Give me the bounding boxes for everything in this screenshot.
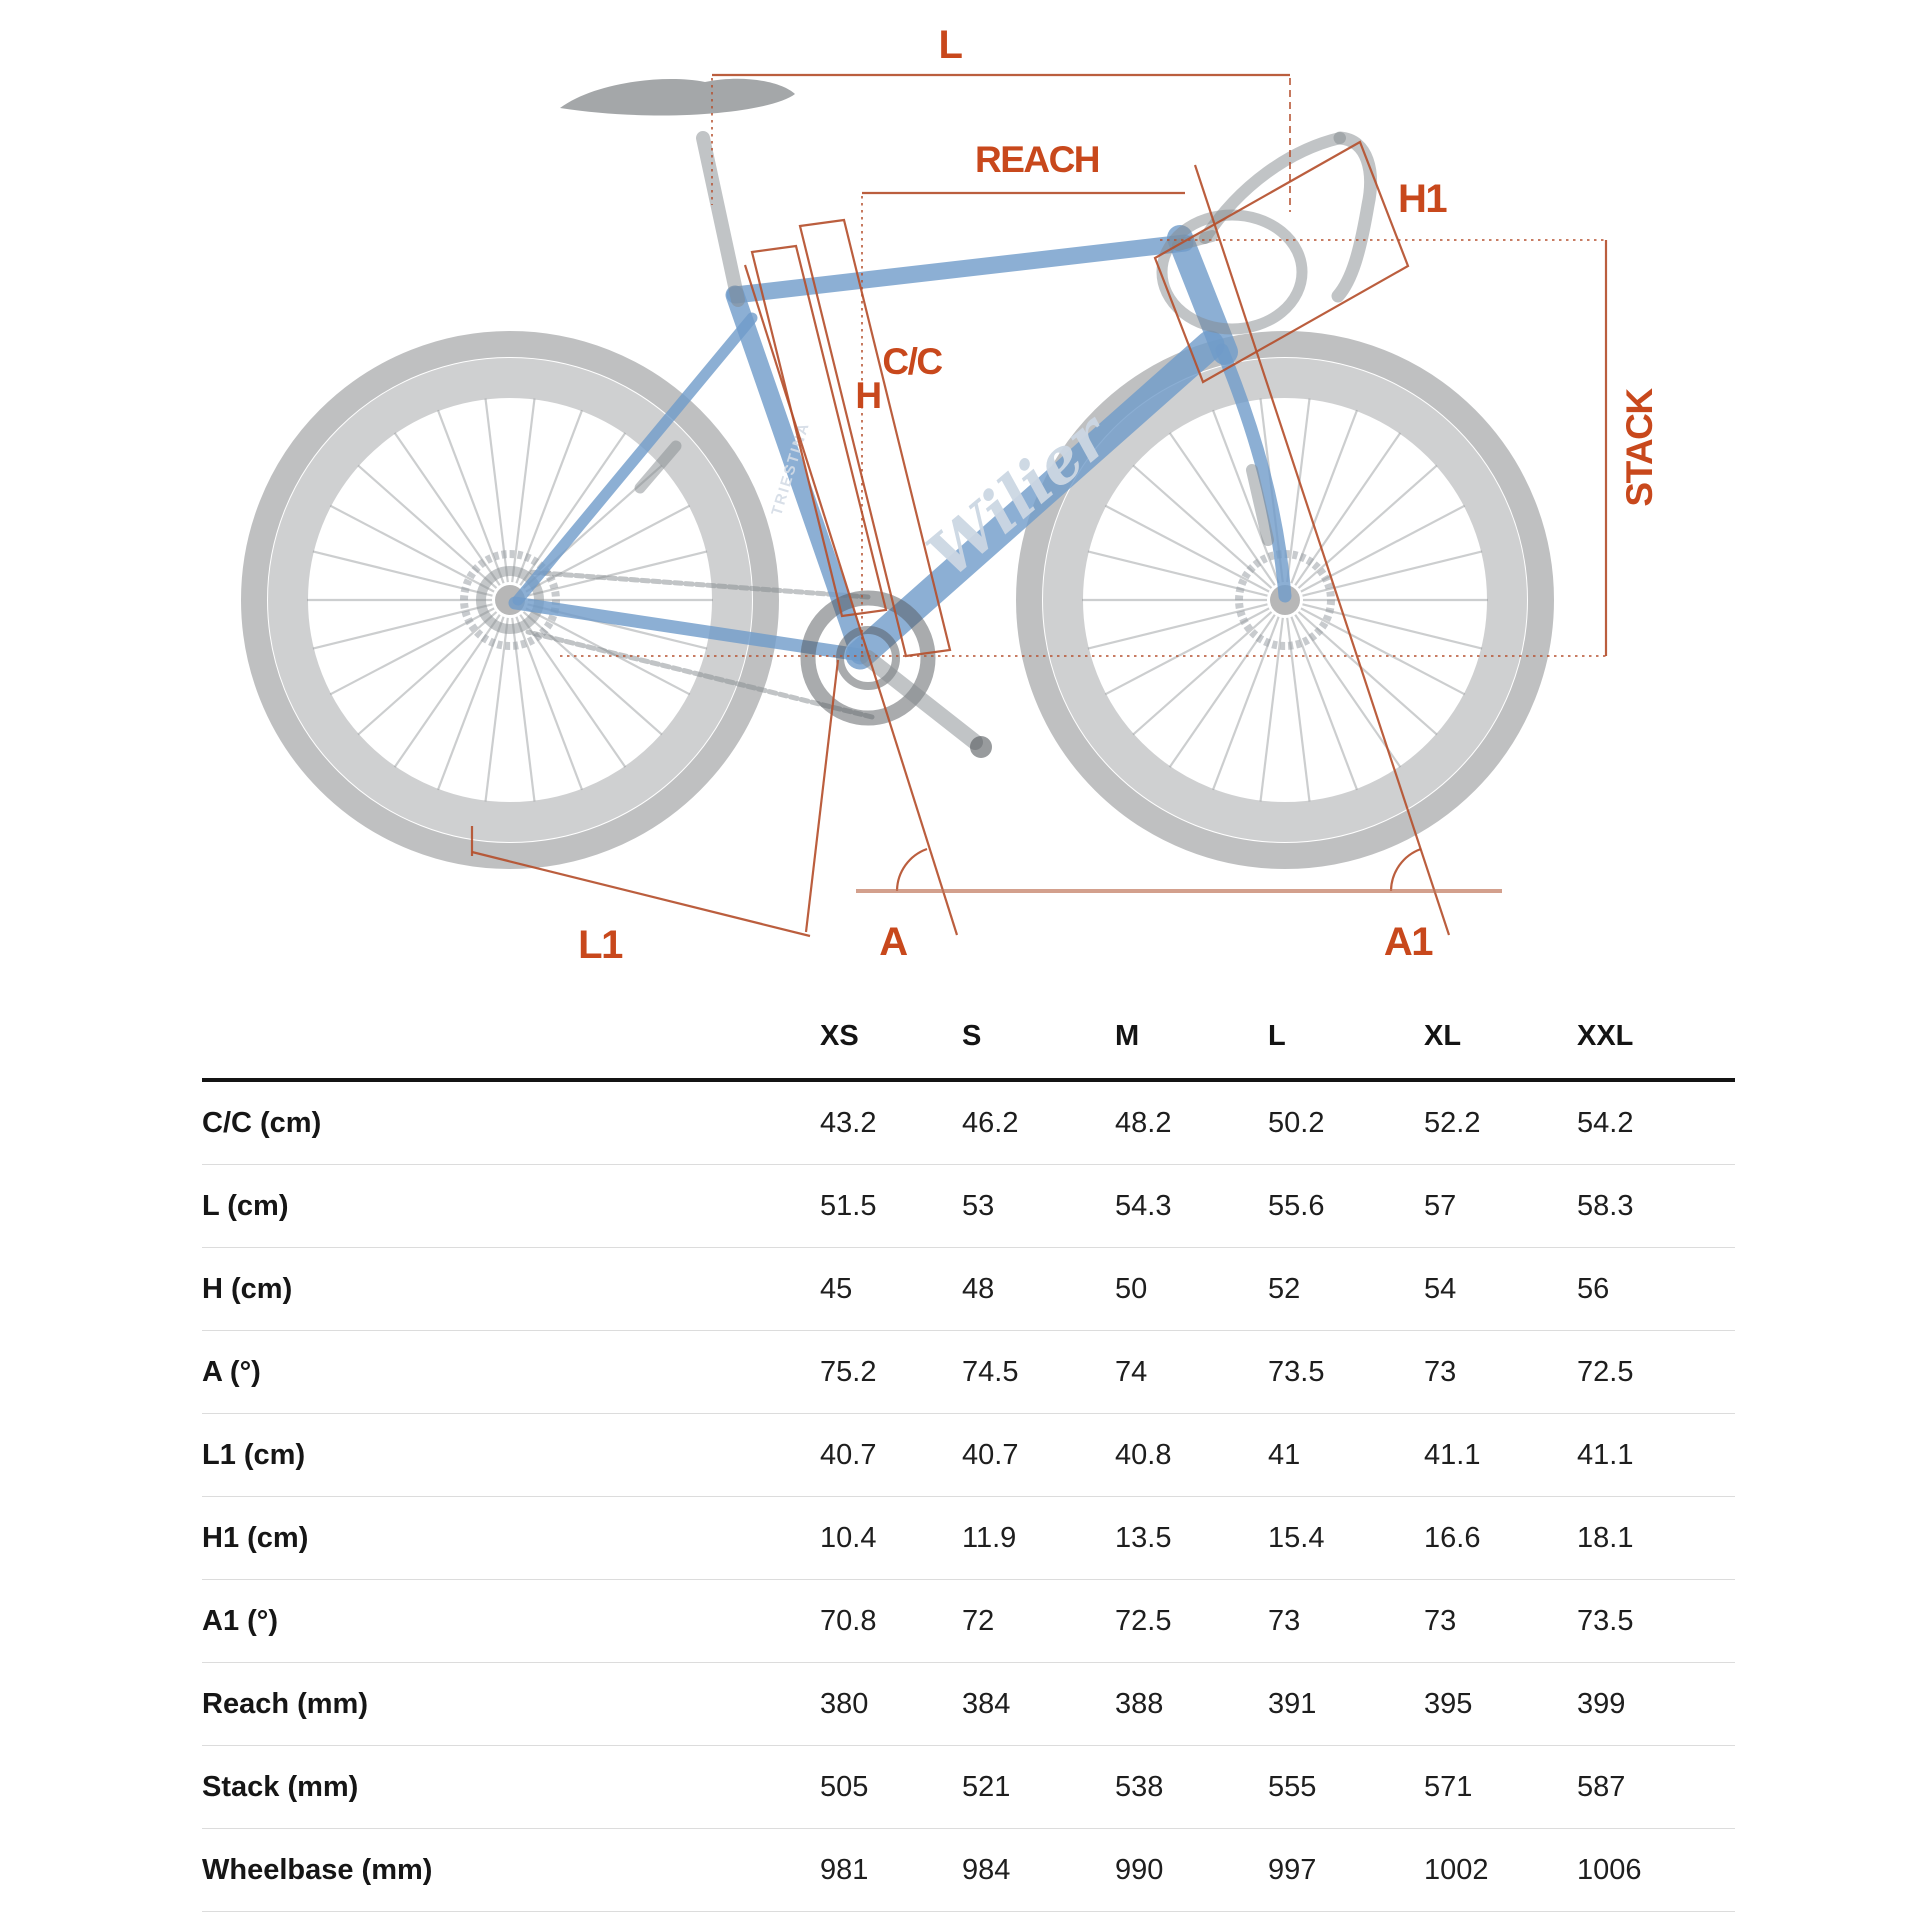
reach-label: REACH — [974, 139, 1100, 180]
value-cell: 1002 — [1424, 1853, 1489, 1886]
row-label: H (cm) — [202, 1272, 293, 1305]
value-cell: 380 — [820, 1687, 869, 1720]
a1-label: A1 — [1383, 920, 1433, 964]
seatpost — [703, 138, 738, 300]
value-cell: 15.4 — [1268, 1521, 1325, 1554]
h1-label: H1 — [1398, 177, 1447, 221]
size-column-header: M — [1115, 1019, 1140, 1052]
value-cell: 41.1 — [1577, 1438, 1634, 1471]
value-cell: 13.5 — [1115, 1521, 1172, 1554]
row-label: L1 (cm) — [202, 1438, 306, 1471]
value-cell: 11.9 — [962, 1521, 1017, 1554]
bike-illustration — [254, 79, 1541, 856]
value-cell: 40.8 — [1115, 1438, 1172, 1471]
table-header-row — [202, 994, 1735, 1082]
saddle — [560, 79, 795, 116]
value-cell: 1006 — [1577, 1853, 1642, 1886]
frame-logo: Wilier — [913, 399, 1123, 592]
row-label: A (°) — [202, 1355, 261, 1388]
l1-dimension-line — [472, 852, 810, 936]
head-angle-arc — [1391, 849, 1421, 891]
seat-angle-arc — [897, 849, 927, 891]
size-column-header: XS — [820, 1019, 859, 1052]
size-column-header: L — [1268, 1019, 1286, 1052]
table-row — [202, 1165, 1735, 1248]
value-cell: 73 — [1268, 1604, 1301, 1637]
spoke — [330, 506, 494, 592]
table-row — [202, 1829, 1735, 1912]
value-cell: 74.5 — [962, 1355, 1019, 1388]
stack-label: STACK — [1619, 389, 1660, 507]
size-column-header: XL — [1424, 1019, 1462, 1052]
value-cell: 555 — [1268, 1770, 1317, 1803]
value-cell: 997 — [1268, 1853, 1317, 1886]
l-label: L — [938, 23, 962, 67]
table-row — [202, 1497, 1735, 1580]
row-label: H1 (cm) — [202, 1521, 309, 1554]
value-cell: 48 — [962, 1272, 995, 1305]
geometry-size-table — [202, 994, 1735, 1912]
row-label: Wheelbase (mm) — [202, 1853, 433, 1886]
spoke — [1287, 399, 1309, 583]
value-cell: 70.8 — [820, 1604, 877, 1637]
value-cell: 58.3 — [1577, 1189, 1634, 1222]
value-cell: 72 — [962, 1604, 995, 1637]
value-cell: 57 — [1424, 1189, 1457, 1222]
row-label: A1 (°) — [202, 1604, 279, 1637]
value-cell: 40.7 — [962, 1438, 1019, 1471]
value-cell: 73.5 — [1577, 1604, 1634, 1637]
value-cell: 18.1 — [1577, 1521, 1634, 1554]
table-row — [202, 1248, 1735, 1331]
row-label: C/C (cm) — [202, 1106, 322, 1139]
value-cell: 388 — [1115, 1687, 1164, 1720]
table-row — [202, 1082, 1735, 1165]
table-row — [202, 1414, 1735, 1497]
row-label: Reach (mm) — [202, 1687, 368, 1720]
h-label: H — [855, 375, 881, 416]
value-cell: 73.5 — [1268, 1355, 1325, 1388]
value-cell: 54.2 — [1577, 1106, 1634, 1139]
spoke — [1291, 617, 1357, 790]
value-cell: 54 — [1424, 1272, 1457, 1305]
value-cell: 46.2 — [962, 1106, 1019, 1139]
chain-top — [528, 572, 868, 597]
value-cell: 73 — [1424, 1604, 1457, 1637]
value-cell: 395 — [1424, 1687, 1473, 1720]
value-cell: 51.5 — [820, 1189, 877, 1222]
value-cell: 73 — [1424, 1355, 1457, 1388]
table-row — [202, 1746, 1735, 1829]
table-row — [202, 1663, 1735, 1746]
value-cell: 52.2 — [1424, 1106, 1481, 1139]
value-cell: 52 — [1268, 1272, 1301, 1305]
value-cell: 521 — [962, 1770, 1011, 1803]
value-cell: 571 — [1424, 1770, 1473, 1803]
value-cell: 384 — [962, 1687, 1011, 1720]
spoke — [1105, 506, 1269, 592]
value-cell: 399 — [1577, 1687, 1626, 1720]
frame-logo-small: TRIESTINA — [768, 419, 814, 518]
spoke — [1261, 618, 1283, 802]
l1-label: L1 — [578, 923, 622, 967]
spoke — [438, 410, 504, 583]
value-cell: 981 — [820, 1853, 869, 1886]
pedal — [970, 736, 992, 758]
spoke — [1301, 608, 1465, 694]
value-cell: 16.6 — [1424, 1521, 1481, 1554]
value-cell: 984 — [962, 1853, 1011, 1886]
a-label: A — [879, 920, 907, 964]
value-cell: 54.3 — [1115, 1189, 1172, 1222]
brake-lever — [1338, 138, 1371, 296]
size-column-header: S — [962, 1019, 982, 1052]
value-cell: 74 — [1115, 1355, 1148, 1388]
size-column-header: XXL — [1577, 1019, 1634, 1052]
spoke — [486, 618, 508, 802]
value-cell: 45 — [820, 1272, 853, 1305]
value-cell: 538 — [1115, 1770, 1164, 1803]
value-cell: 53 — [962, 1189, 995, 1222]
value-cell: 55.6 — [1268, 1189, 1325, 1222]
value-cell: 990 — [1115, 1853, 1164, 1886]
value-cell: 72.5 — [1577, 1355, 1634, 1388]
cc-label: C/C — [882, 341, 942, 382]
spoke — [512, 399, 534, 583]
value-cell: 56 — [1577, 1272, 1610, 1305]
value-cell: 50.2 — [1268, 1106, 1325, 1139]
row-label: L (cm) — [202, 1189, 289, 1222]
value-cell: 41.1 — [1424, 1438, 1481, 1471]
value-cell: 48.2 — [1115, 1106, 1172, 1139]
value-cell: 587 — [1577, 1770, 1626, 1803]
spoke — [313, 604, 493, 648]
table-row — [202, 1331, 1735, 1414]
row-label: Stack (mm) — [202, 1770, 359, 1803]
value-cell: 10.4 — [820, 1521, 877, 1554]
value-cell: 75.2 — [820, 1355, 877, 1388]
value-cell: 505 — [820, 1770, 869, 1803]
spoke — [1088, 604, 1268, 648]
value-cell: 391 — [1268, 1687, 1317, 1720]
value-cell: 43.2 — [820, 1106, 877, 1139]
table-row — [202, 1580, 1735, 1663]
value-cell: 41 — [1268, 1438, 1301, 1471]
spoke — [358, 612, 496, 735]
value-cell: 50 — [1115, 1272, 1148, 1305]
value-cell: 40.7 — [820, 1438, 877, 1471]
spoke — [1133, 612, 1271, 735]
spoke — [1299, 465, 1437, 588]
value-cell: 72.5 — [1115, 1604, 1172, 1637]
